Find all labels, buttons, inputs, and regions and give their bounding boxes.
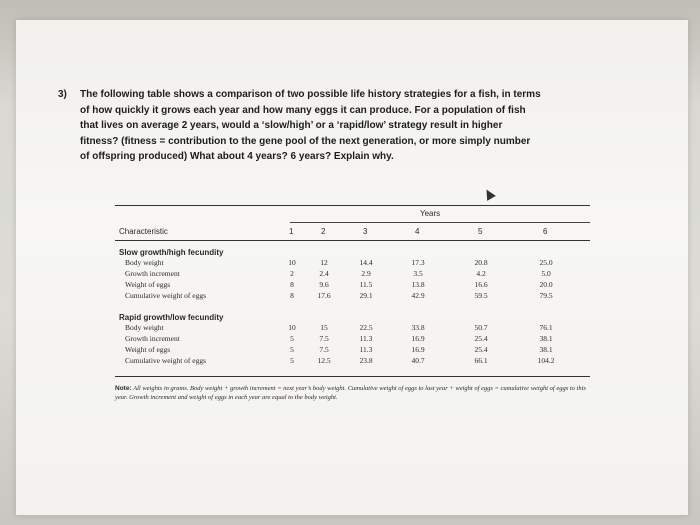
table-cell: 16.6 [474,280,488,289]
characteristic-header: Characteristic [119,227,168,236]
row-label: Cumulative weight of eggs [125,356,207,365]
table-cell: 38.1 [539,345,553,354]
row-label: Weight of eggs [125,345,171,354]
question-line: fitness? (fitness = contribution to the gene pool of the next generation, or more simply number [80,135,531,147]
table-cell: 15 [320,323,328,332]
row-label: Body weight [125,258,164,267]
table-cell: 42.9 [411,291,425,300]
table-note [115,384,595,402]
question-line: of offspring produced) What about 4 years? 6 years? Explain why. [80,151,394,162]
table-bottom-rule [115,376,590,377]
year-column-header: 1 [289,227,294,236]
table-cell: 104.2 [537,356,555,365]
table-cell: 25.4 [474,334,488,343]
years-header: Years [420,209,441,218]
table-cell: 25.0 [539,258,553,267]
table-cell: 20.8 [474,258,488,267]
table-cell: 40.7 [411,356,425,365]
table-cell: 8 [290,280,294,289]
table-top-rule [115,205,590,206]
table-cell: 10 [288,323,296,332]
table-cell: 33.8 [411,323,425,332]
table-cell: 2 [290,269,294,278]
row-label: Growth increment [125,269,180,278]
strategy-group-title: Rapid growth/low fecundity [119,313,224,322]
year-column-header: 4 [415,227,420,236]
table-cell: 3.5 [413,269,423,278]
table-cell: 25.4 [474,345,488,354]
table-cell: 4.2 [476,269,486,278]
table-cell: 17.6 [317,291,331,300]
table-cell: 2.4 [319,269,329,278]
table-cell: 14.4 [359,258,373,267]
row-label: Growth increment [125,334,180,343]
question-line: that lives on average 2 years, would a ‘slow/high’ or a ‘rapid/low’ strategy result in higher [80,120,503,131]
table-cell: 50.7 [474,323,488,332]
question-number: 3) [58,89,67,100]
table-cell: 59.5 [474,291,488,300]
table-cell: 22.5 [359,323,373,332]
table-cell: 38.1 [539,334,553,343]
table-cell: 11.5 [359,280,373,289]
note-text: All weights in grams. Body weight + growth increment = next year’s body weight. Cumulative weight of eggs to last year + weight of eggs = cumulative weight of eggs to this year. Growth increment and weight of eggs in each year are equal to the body weight. [115,385,586,401]
question-line: The following table shows a comparison of two possible life history strategies for a fish, in terms [80,89,541,100]
question-block [58,87,580,165]
row-label: Weight of eggs [125,280,171,289]
table-cell: 23.8 [359,356,373,365]
year-column-header: 2 [321,227,326,236]
header-bottom-rule [115,240,590,241]
table-cell: 2.9 [361,269,371,278]
table-cell: 17.3 [411,258,425,267]
years-underline [290,222,590,223]
table-cell: 5 [290,356,294,365]
table-cell: 7.5 [319,345,329,354]
table-cell: 11.3 [359,334,373,343]
table-cell: 8 [290,291,294,300]
year-column-header: 6 [543,227,548,236]
row-label: Body weight [125,323,164,332]
year-column-header: 3 [363,227,368,236]
table-cell: 5 [290,345,294,354]
table-cell: 76.1 [539,323,553,332]
table-cell: 12.5 [317,356,331,365]
table-cell: 5 [290,334,294,343]
table-cell: 11.3 [359,345,373,354]
table-cell: 29.1 [359,291,373,300]
note-label: Note: [115,385,132,392]
table-cell: 12 [320,258,328,267]
table-cell: 16.9 [411,345,425,354]
year-column-header: 5 [478,227,483,236]
table-cell: 7.5 [319,334,329,343]
table-cell: 10 [288,258,296,267]
table-cell: 79.5 [539,291,553,300]
table-cell: 9.6 [319,280,329,289]
table-cell: 20.0 [539,280,553,289]
table-cell: 66.1 [474,356,488,365]
row-label: Cumulative weight of eggs [125,291,207,300]
strategy-group-title: Slow growth/high fecundity [119,248,224,257]
table-cell: 5.0 [541,269,551,278]
table-cell: 16.9 [411,334,425,343]
table-cell: 13.8 [411,280,425,289]
question-line: of how quickly it grows each year and how many eggs it can produce. For a population of fish [80,104,526,116]
